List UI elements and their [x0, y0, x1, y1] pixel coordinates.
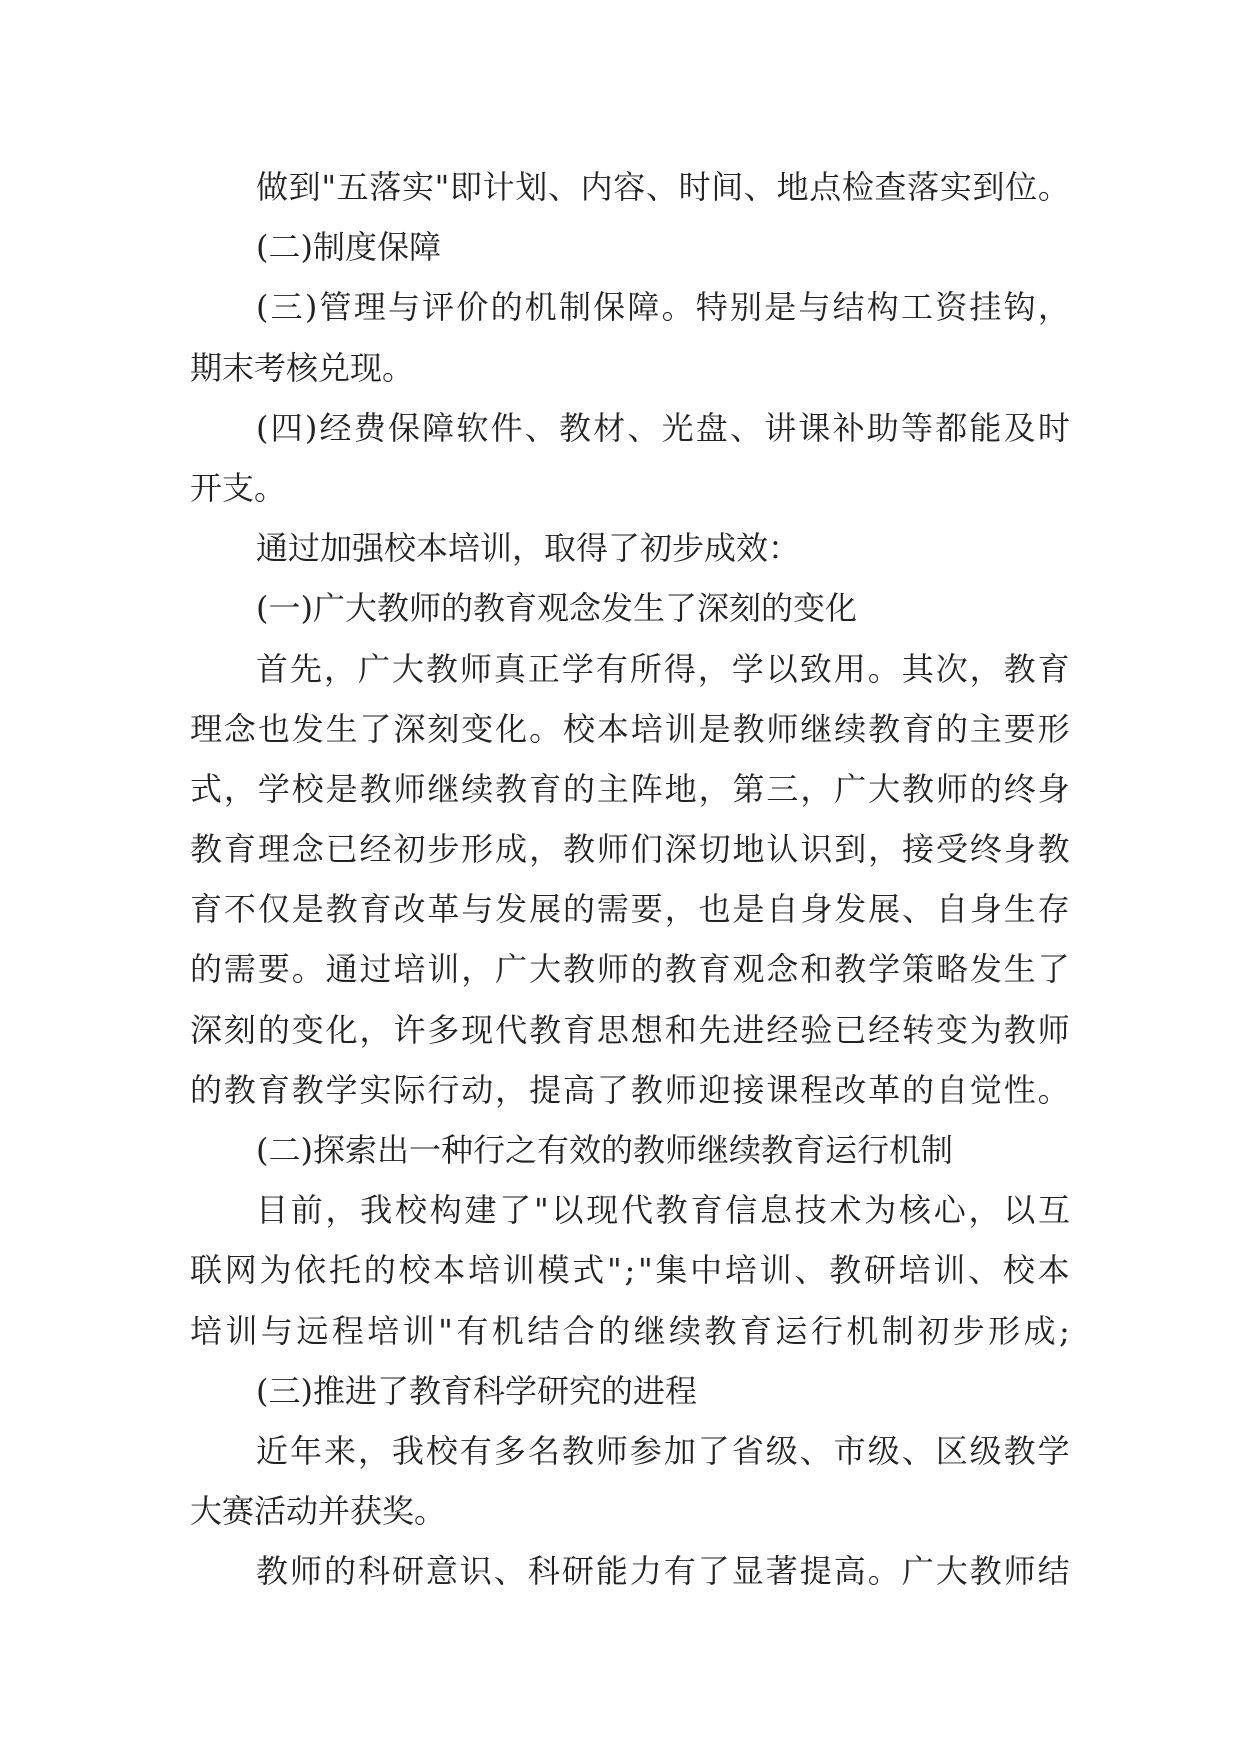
text-line: (二)探索出一种行之有效的教师继续教育运行机制 — [256, 1131, 953, 1169]
text-line: ( 三 ) 管 理 与 评 价 的 机 制 保 障 。 特 别 是 与 结 构 工 资 挂 钩 ， — [256, 288, 1070, 327]
text-line: (三)推进了教育科学研究的进程 — [256, 1371, 697, 1410]
text-line: 通过加强校本培训，取得了初步成效： — [256, 529, 801, 568]
text-line: 的 教 育 教 学 实 际 行 动 ， 提 高 了 教 师 迎 接 课 程 改 革 的 自 觉 性 。 — [190, 1070, 1070, 1109]
text-line: 大赛活动并获奖。 — [190, 1492, 447, 1531]
text-line: 理 念 也 发 生 了 深 刻 变 化 。 校 本 培 训 是 教 师 继 续 教 育 的 主 要 形 — [190, 709, 1070, 748]
text-line: 育 不 仅 是 教 育 改 革 与 发 展 的 需 要 ， 也 是 自 身 发 展 、 自 身 生 存 — [190, 890, 1070, 929]
text-line: 深 刻 的 变 化 ， 许 多 现 代 教 育 思 想 和 先 进 经 验 已 经 转 变 为 教 师 — [190, 1010, 1070, 1049]
text-line: 联 网 为 依 托 的 校 本 培 训 模 式 " ; " 集 中 培 训 、 教 研 培 训 、 校 本 — [190, 1251, 1070, 1290]
text-line: 教 育 理 念 已 经 初 步 形 成 ， 教 师 们 深 切 地 认 识 到 ， 接 受 终 身 教 — [190, 830, 1070, 869]
text-line: 目 前 ， 我 校 构 建 了 " 以 现 代 教 育 信 息 技 术 为 核 心 ， 以 互 — [256, 1191, 1070, 1230]
text-line: 期末考核兑现。 — [190, 348, 415, 387]
text-line: 做 到 " 五 落 实 " 即 计 划 、 内 容 、 时 间 、 地 点 检 查 落 实 到 位 。 — [256, 168, 1070, 206]
text-line: 教 师 的 科 研 意 识 、 科 研 能 力 有 了 显 著 提 高 。 广 大 教 师 结 — [256, 1552, 1070, 1591]
text-line: 首 先 ， 广 大 教 师 真 正 学 有 所 得 ， 学 以 致 用 。 其 次 ， 教 育 — [256, 649, 1070, 688]
text-line: 的 需 要 。 通 过 培 训 ， 广 大 教 师 的 教 育 观 念 和 教 学 策 略 发 生 了 — [190, 950, 1070, 989]
text-line: ( 四 ) 经 费 保 障 软 件 、 教 材 、 光 盘 、 讲 课 补 助 等 都 能 及 时 — [256, 408, 1070, 447]
text-line: (二)制度保障 — [256, 228, 441, 267]
text-line: (一)广大教师的教育观念发生了深刻的变化 — [256, 589, 857, 628]
text-line: 培 训 与 远 程 培 训 " 有 机 结 合 的 继 续 教 育 运 行 机 制 初 步 形 成 ; — [190, 1311, 1070, 1350]
text-line: 式 ， 学 校 是 教 师 继 续 教 育 的 主 阵 地 ， 第 三 ， 广 大 教 师 的 终 身 — [190, 769, 1070, 808]
document-body — [190, 157, 1070, 1602]
text-line: 近 年 来 ， 我 校 有 多 名 教 师 参 加 了 省 级 、 市 级 、 区 级 教 学 — [256, 1431, 1070, 1470]
text-line: 开支。 — [190, 468, 287, 507]
